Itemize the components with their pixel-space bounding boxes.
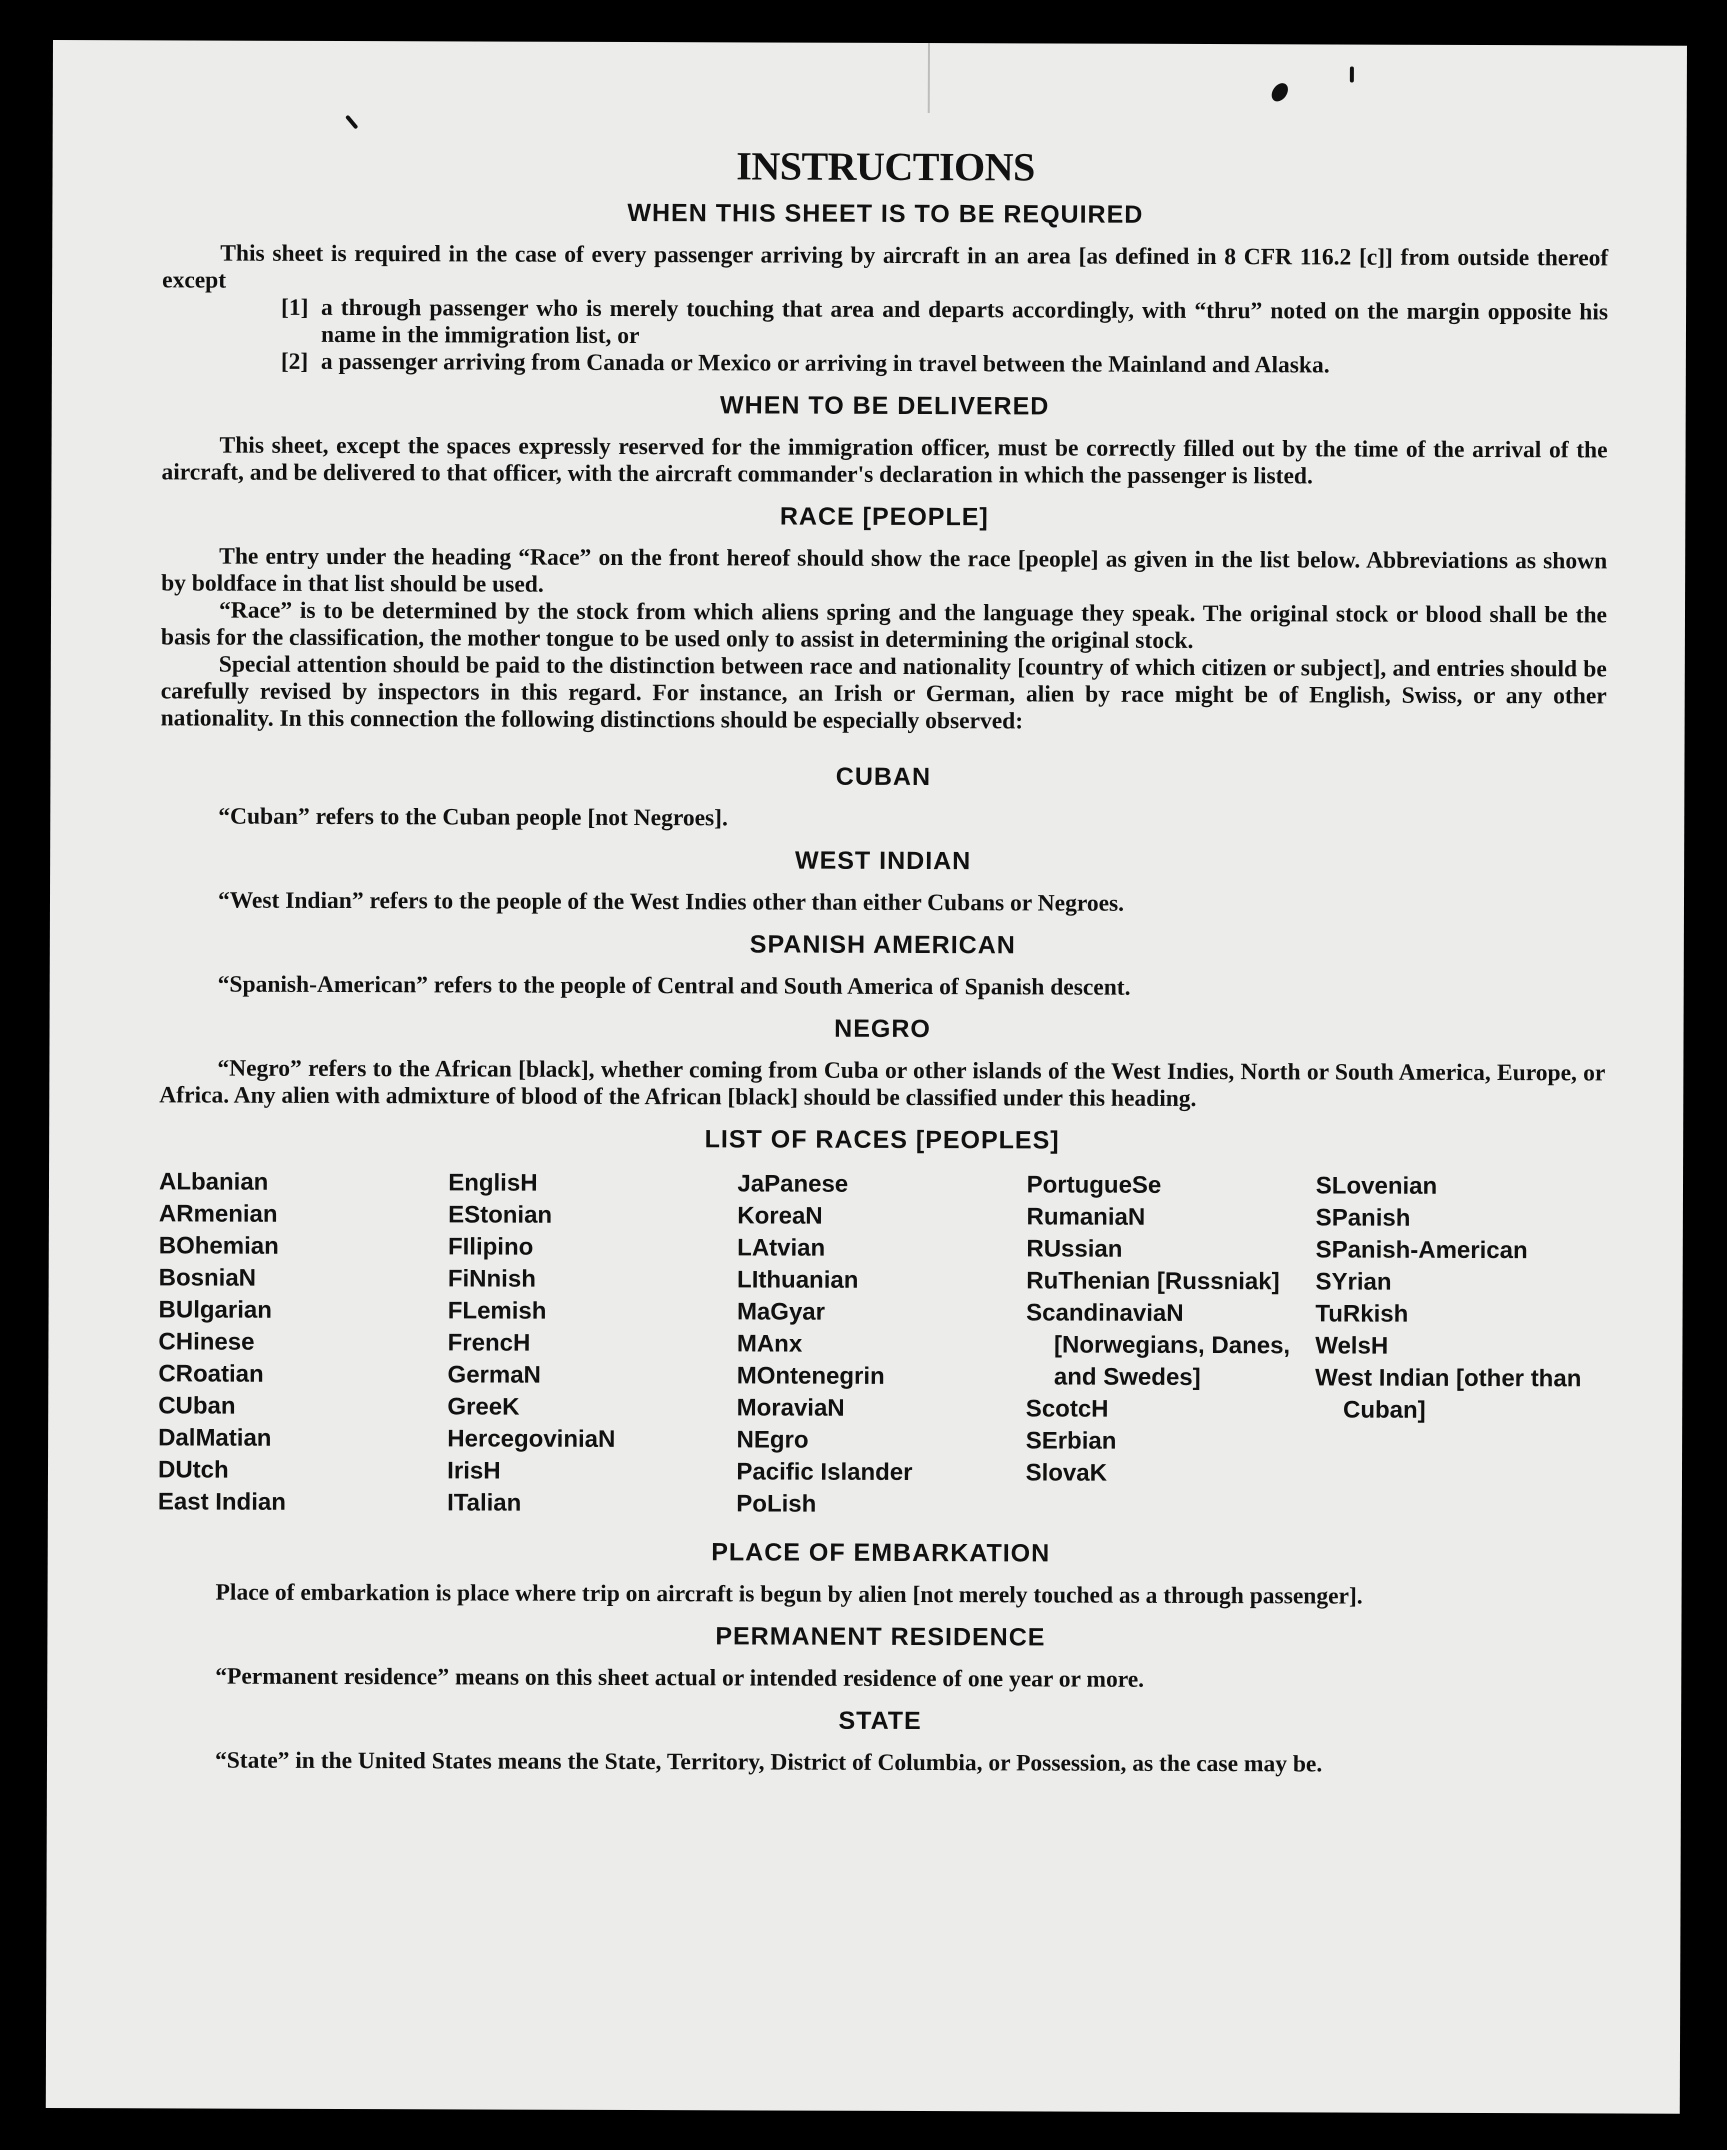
race-column (736, 1168, 1026, 1521)
exception-text: a through passenger who is merely touching that area and departs accordingly, with “thru” noted on the margin opposite his name in the immigration list, or (320, 294, 1609, 350)
race-entry: IrisH (447, 1457, 501, 1485)
race-entry: KoreaN (737, 1202, 823, 1230)
when-delivered-text: This sheet, except the spaces expressly reserved for the immigration officer, must be correctly filled out by the time of the arrival of the aircraft, and be delivered to that officer, with the aircraft commander's declaration in which the passenger is listed. (161, 432, 1608, 490)
race-entry: FiNnish (447, 1265, 536, 1293)
race-entry: FIlipino (447, 1233, 534, 1261)
race-entry: PortugueSe (1026, 1171, 1162, 1199)
race-entry: SLovenian (1315, 1172, 1438, 1200)
cuban-text: “Cuban” refers to the Cuban people [not Negroes]. (218, 803, 728, 832)
instructions-content (157, 140, 1609, 1793)
race-entry: FLemish (447, 1297, 547, 1325)
race-entry: SlovaK (1025, 1459, 1108, 1487)
race-entry: CUban (158, 1392, 236, 1420)
state-text: “State” in the United States means the State, Territory, District of Columbia, or Possession, as the case may be. (214, 1747, 1323, 1778)
exception-text: a passenger arriving from Canada or Mexico or arriving in travel between the Mainland and Alaska. (320, 348, 1330, 379)
race-entry: MoraviaN (736, 1394, 845, 1422)
race-paragraph: The entry under the heading “Race” on the front hereof should show the race [people] as given in the list below. Abbreviations as shown by boldface in that list should be used. (161, 543, 1608, 598)
race-column (1315, 1170, 1605, 1523)
ink-speck (1268, 80, 1291, 104)
section-heading-spanish-american: SPANISH AMERICAN (749, 930, 1016, 960)
page-title: INSTRUCTIONS (736, 143, 1035, 190)
when-required-intro: This sheet is required in the case of every passenger arriving by aircraft in an area [as defined in 8 CFR 116.2 [c]] from outside thereof except (162, 240, 1609, 294)
race-entry: ITalian (447, 1489, 522, 1517)
race-entry: ARmenian (158, 1200, 278, 1228)
section-heading-state: STATE (838, 1706, 922, 1736)
race-entry: RuThenian [Russniak] (1026, 1267, 1280, 1296)
race-entry: DalMatian (158, 1424, 272, 1452)
race-entry: PoLish (736, 1490, 817, 1518)
race-entry: LAtvian (737, 1234, 826, 1262)
race-entry: LIthuanian (737, 1266, 859, 1294)
race-entry: East Indian (157, 1488, 286, 1516)
section-heading-when-delivered: WHEN TO BE DELIVERED (720, 391, 1050, 421)
race-entry: ScotcH (1025, 1395, 1109, 1423)
race-entry: TuRkish (1315, 1300, 1409, 1328)
race-paragraph: Special attention should be paid to the distinction between race and nationality [country of which citizen or subject], and entries should be carefully revised by inspectors in this regard. For instance, an Irish or German, alien by race might be of English, Swiss, or any other nationality. In this connection the following distinctions should be especially observed: (160, 651, 1607, 735)
race-entry: ALbanian (158, 1168, 269, 1196)
race-entry: MaGyar (736, 1298, 826, 1326)
exception-item (162, 348, 1608, 380)
race-entry: EStonian (448, 1201, 553, 1229)
section-heading-permanent-residence: PERMANENT RESIDENCE (715, 1622, 1046, 1652)
race-entry: MAnx (736, 1330, 803, 1358)
race-paragraph: “Race” is to be determined by the stock from which aliens spring and the language they speak. The original stock or blood shall be the basis for the classification, the mother tongue to be used only to assist in determining the original stock. (160, 597, 1608, 654)
paper-crease (928, 43, 930, 113)
race-entry: GreeK (447, 1393, 520, 1421)
race-entry: BOhemian (158, 1232, 279, 1260)
race-entry: SPanish (1315, 1204, 1411, 1232)
place-of-embarkation-text: Place of embarkation is place where trip on aircraft is begun by alien [not merely touched as a through passenger]. (215, 1579, 1363, 1610)
exception-number: [1] (281, 294, 309, 321)
race-entry: CHinese (158, 1328, 255, 1356)
race-entry: RUssian (1026, 1235, 1123, 1263)
exception-number: [2] (280, 348, 309, 375)
section-heading-list-of-races: LIST OF RACES [PEOPLES] (704, 1125, 1060, 1155)
race-entry: West Indian [other than Cuban] (1315, 1364, 1582, 1424)
section-heading-negro: NEGRO (834, 1014, 931, 1044)
race-entry: SPanish-American (1315, 1236, 1528, 1265)
race-entry: CRoatian (158, 1360, 264, 1388)
race-entry: RumaniaN (1026, 1203, 1146, 1231)
exception-item (162, 294, 1608, 353)
section-heading-race: RACE [PEOPLE] (779, 502, 989, 532)
section-heading-when-required: WHEN THIS SHEET IS TO BE REQUIRED (627, 199, 1144, 229)
race-entry: BUlgarian (158, 1296, 272, 1324)
race-entry: MOntenegrin (736, 1362, 885, 1390)
race-entry: WelsH (1315, 1332, 1389, 1360)
permanent-residence-text: “Permanent residence” means on this sheet actual or intended residence of one year or more. (215, 1663, 1145, 1693)
negro-text: “Negro” refers to the African [black], whether coming from Cuba or other islands of the West Indies, North or South America, Europe, or Africa. Any alien with admixture of blood of the African [black] should be classified under this heading. (159, 1055, 1606, 1112)
spanish-american-text: “Spanish-American” refers to the people of Central and South America of Spanish descent. (217, 971, 1131, 1001)
west-indian-text: “West Indian” refers to the people of the West Indies other than either Cubans or Negroes. (217, 887, 1125, 917)
race-entry: FrencH (447, 1329, 531, 1357)
race-column (158, 1166, 448, 1519)
race-entry: ScandinaviaN [Norwegians, Danes, and Swedes] (1026, 1299, 1291, 1392)
race-column (1025, 1169, 1315, 1522)
section-heading-place-of-embarkation: PLACE OF EMBARKATION (711, 1538, 1051, 1568)
race-entry: EnglisH (448, 1169, 538, 1197)
race-entry: SErbian (1025, 1427, 1117, 1455)
race-entry: Pacific Islander (736, 1458, 913, 1487)
race-entry: NEgro (736, 1426, 809, 1454)
race-column (447, 1167, 737, 1520)
race-entry: SYrian (1315, 1268, 1392, 1296)
race-entry: BosniaN (158, 1264, 257, 1292)
race-entry: HercegoviniaN (447, 1425, 616, 1453)
race-entry: JaPanese (737, 1170, 849, 1198)
document-page (46, 40, 1687, 2114)
section-heading-west-indian: WEST INDIAN (794, 846, 972, 876)
section-heading-cuban: CUBAN (835, 762, 932, 792)
ink-speck (345, 115, 358, 130)
ink-speck (1350, 67, 1354, 83)
race-entry: DUtch (157, 1456, 229, 1484)
race-entry: GermaN (447, 1361, 541, 1389)
race-list (158, 1166, 1605, 1523)
